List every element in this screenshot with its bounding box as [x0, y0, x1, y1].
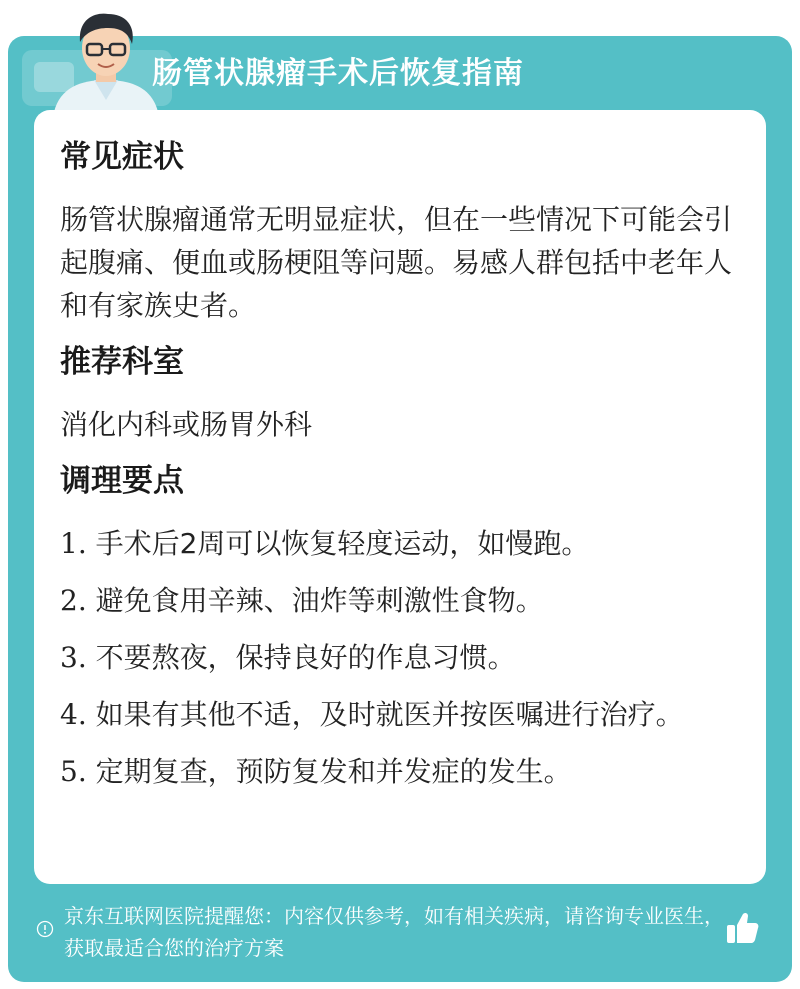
- list-item-number: 3.: [60, 641, 87, 674]
- list-item-text: 如果有其他不适，及时就医并按医嘱进行治疗。: [86, 698, 684, 731]
- page-title: 肠管状腺瘤手术后恢复指南: [152, 56, 524, 91]
- department-text: 消化内科或肠胃外科: [60, 408, 313, 441]
- list-item-number: 4.: [60, 698, 87, 731]
- list-item: [60, 579, 740, 622]
- list-item: [60, 522, 740, 565]
- list-item: [60, 750, 740, 793]
- list-item-text: 定期复查，预防复发和并发症的发生。: [86, 755, 572, 788]
- list-item-text: 避免食用辛辣、油炸等刺激性食物。: [86, 584, 544, 617]
- content-card: [34, 110, 766, 884]
- list-item-number: 1.: [60, 527, 87, 560]
- list-item: [60, 636, 740, 679]
- info-icon: [36, 920, 54, 938]
- department-heading: 推荐科室: [60, 344, 184, 380]
- list-item: [60, 693, 740, 736]
- symptoms-heading: 常见症状: [60, 139, 184, 175]
- list-item-text: 不要熬夜，保持良好的作息习惯。: [86, 641, 516, 674]
- disclaimer-text: 京东互联网医院提醒您：内容仅供参考，如有相关疾病，请咨询专业医生，获取最适合您的治疗方案: [64, 904, 724, 960]
- care-heading: 调理要点: [60, 463, 184, 499]
- list-item-number: 5.: [60, 755, 87, 788]
- symptoms-text: 肠管状腺瘤通常无明显症状，但在一些情况下可能会引起腹痛、便血或肠梗阻等问题。易感人群包括中老年人和有家族史者。: [60, 203, 733, 322]
- thumbs-up-icon[interactable]: [722, 908, 762, 948]
- list-item-text: 手术后2周可以恢复轻度运动，如慢跑。: [86, 527, 590, 560]
- list-item-number: 2.: [60, 584, 87, 617]
- doctor-avatar-icon: [46, 8, 166, 112]
- care-list: [60, 522, 740, 793]
